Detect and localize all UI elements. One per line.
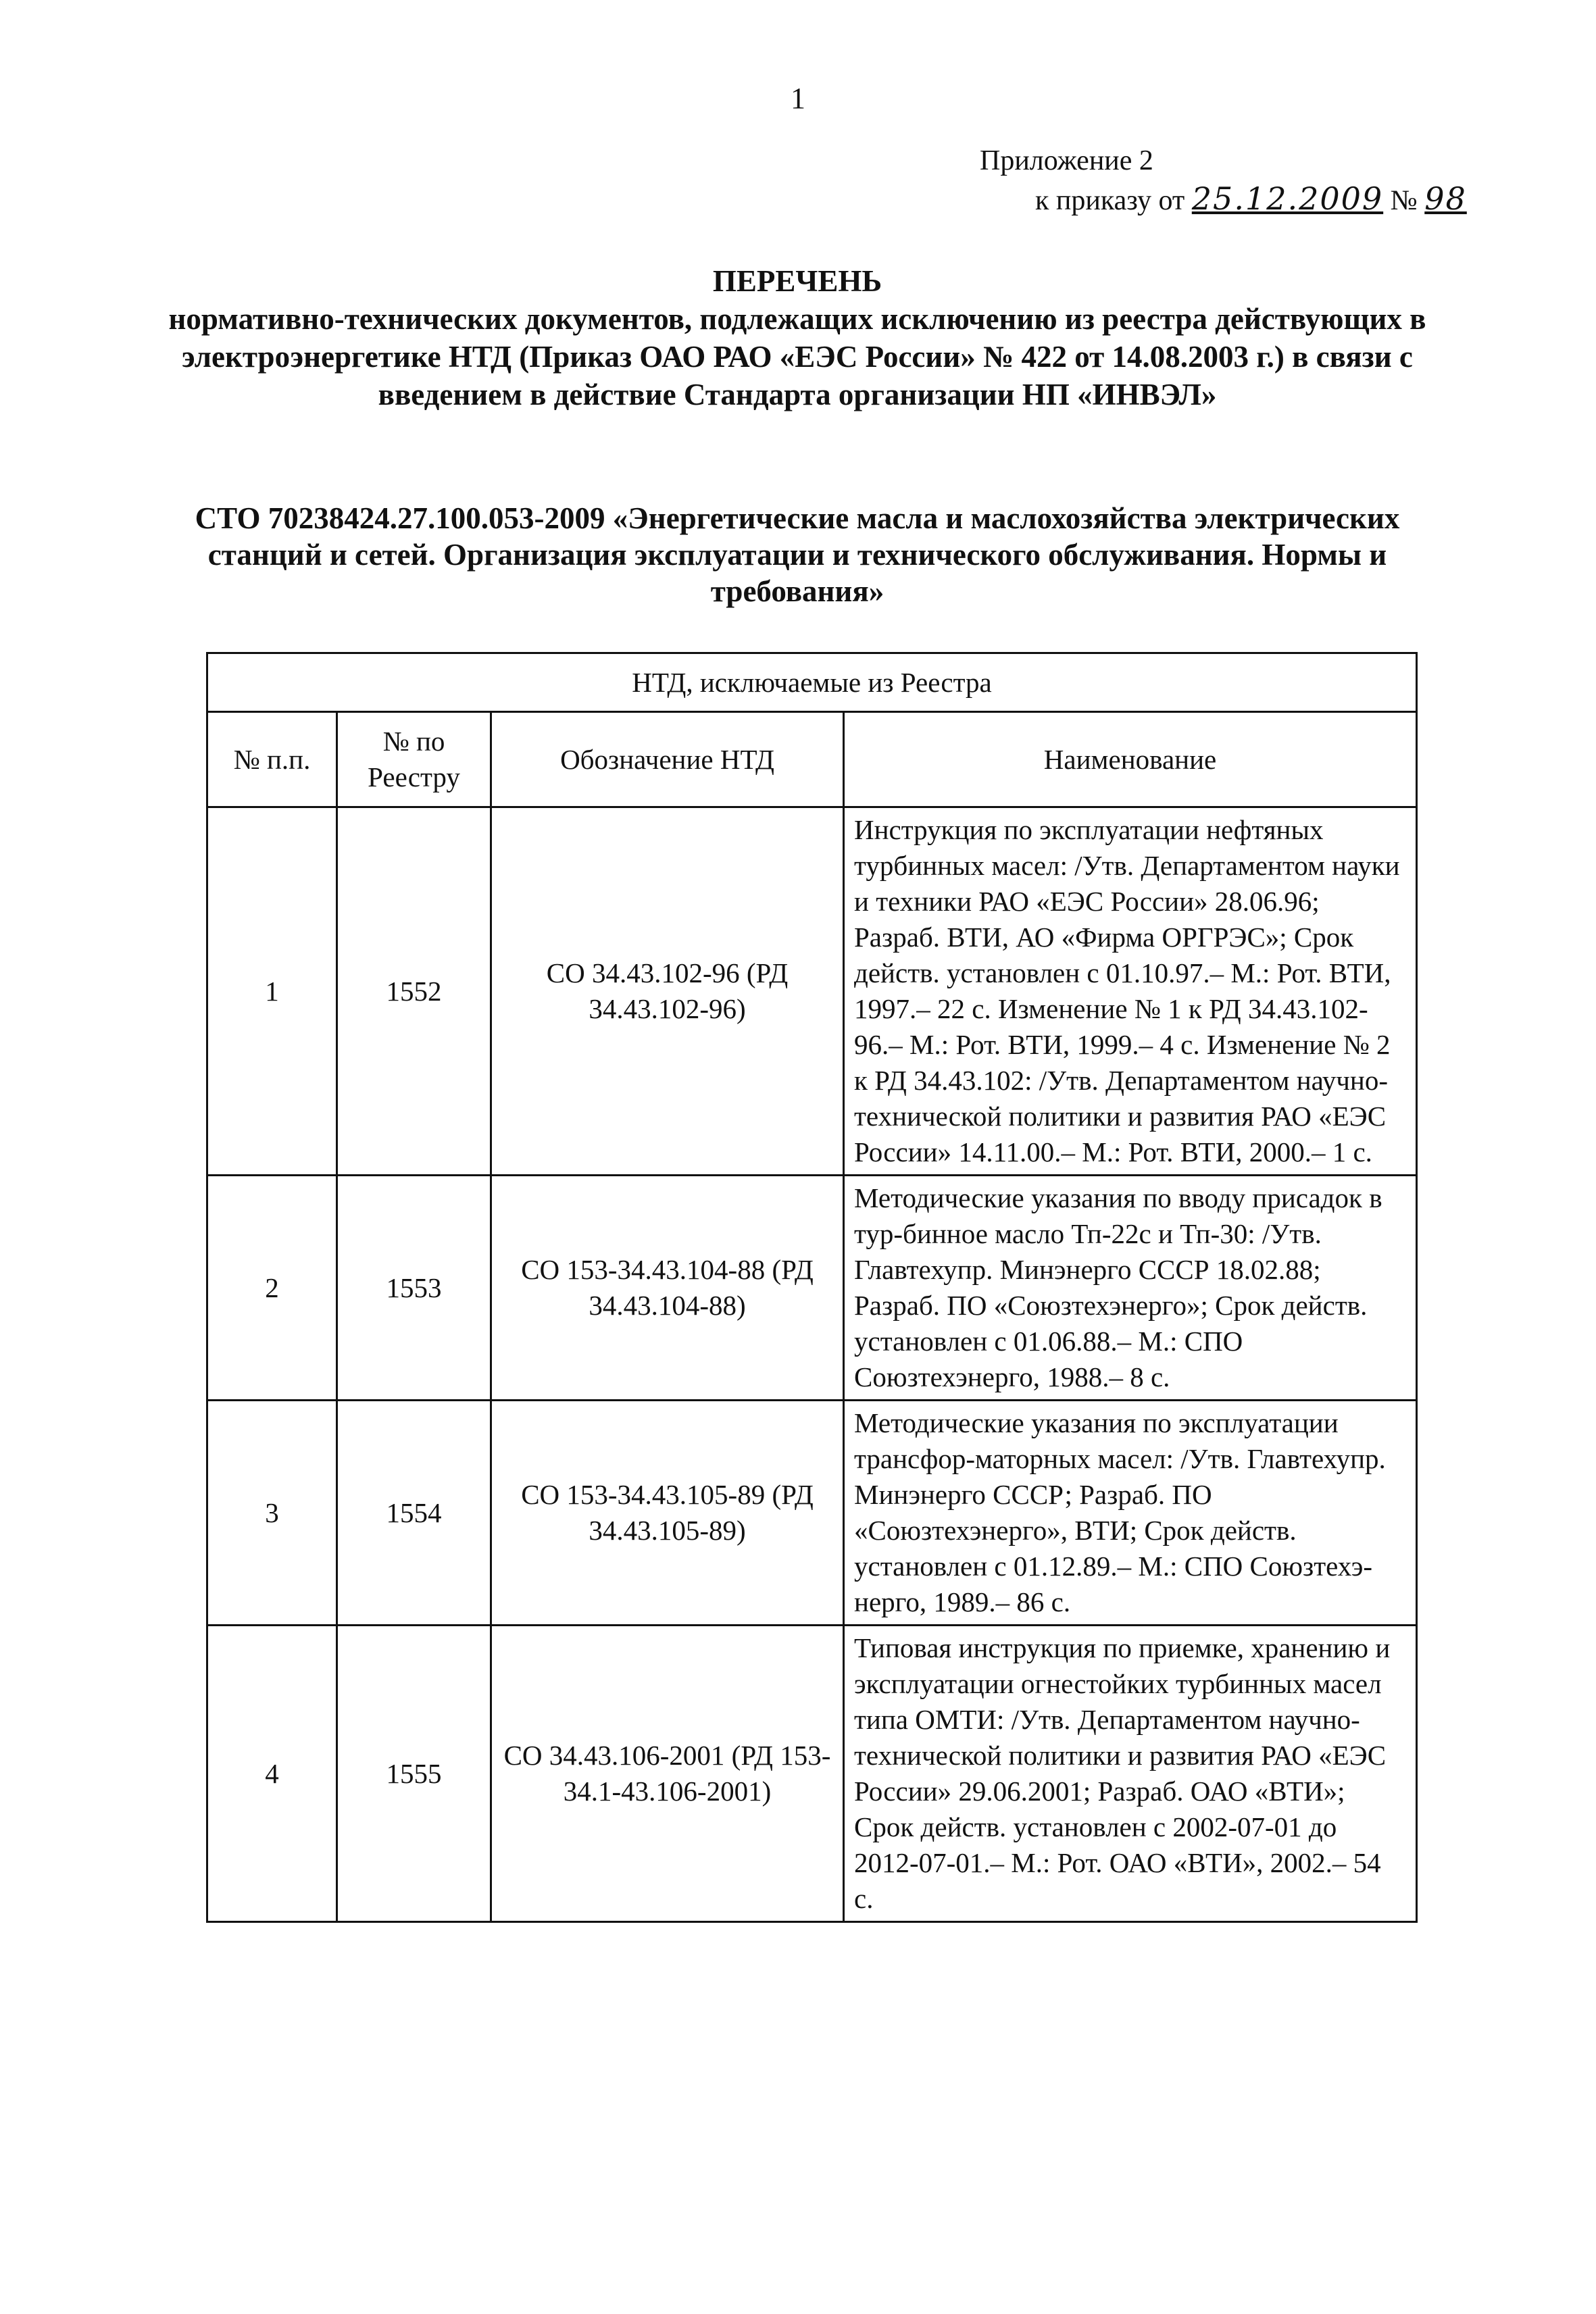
header-num: № п.п. [207,712,337,807]
row-num: 1 [207,807,337,1176]
table-header-row [207,712,1417,807]
table-row [207,1626,1417,1922]
row-designation: СО 34.43.106-2001 (РД 153-34.1-43.106-2001) [491,1626,844,1922]
appendix-reference [980,142,1467,220]
excluded-documents-table [206,652,1418,1923]
row-name: Инструкция по эксплуатации нефтяных турбинных масел: /Утв. Департаментом науки и техники РАО «ЕЭС России» 28.06.96; Разраб. ВТИ, АО «Фирма ОРГРЭС»; Срок действ. установлен с 01.10.97.– М.: Рот. ВТИ, 1997.– 22 с. Изменение № 1 к РД 34.43.102-96.– М.: Рот. ВТИ, 1999.– 4 с. Изменение № 2 к РД 34.43.102: /Утв. Департаментом научно-технической политики и развития РАО «ЕЭС России» 14.11.00.– М.: Рот. ВТИ, 2000.– 1 с. [844,807,1417,1176]
order-number-label: № [1390,185,1418,216]
row-registry: 1553 [337,1176,491,1401]
row-designation: СО 153-34.43.105-89 (РД 34.43.105-89) [491,1401,844,1626]
row-designation: СО 153-34.43.104-88 (РД 34.43.104-88) [491,1176,844,1401]
standard-title: СТО 70238424.27.100.053-2009 «Энергетические масла и маслохозяйства электрических станций и сетей. Организация эксплуатации и технического обслуживания. Нормы и требования» [195,501,1400,608]
row-name: Методические указания по вводу присадок в тур-бинное масло Тп-22с и Тп-30: /Утв. Главтехупр. Минэнерго СССР 18.02.88; Разраб. ПО «Союзтехэнерго»; Срок действ. установлен с 01.06.88.– М.: СПО Союзтехэнерго, 1988.– 8 с. [844,1176,1417,1401]
row-num: 4 [207,1626,337,1922]
row-registry: 1552 [337,807,491,1176]
page-number: 1 [791,82,805,115]
table-row [207,1401,1417,1626]
heading-subtitle: нормативно-технических документов, подлежащих исключению из реестра действующих в электроэнергетике НТД (Приказ ОАО РАО «ЕЭС России» № 422 от 14.08.2003 г.) в связи с введением в действие Стандарта организации НП «ИНВЭЛ» [168,302,1426,411]
row-registry: 1555 [337,1626,491,1922]
table-row [207,1176,1417,1401]
row-designation: СО 34.43.102-96 (РД 34.43.102-96) [491,807,844,1176]
order-prefix: к приказу от [1035,185,1185,216]
row-num: 3 [207,1401,337,1626]
row-registry: 1554 [337,1401,491,1626]
header-registry: № по Реестру [337,712,491,807]
header-designation: Обозначение НТД [491,712,844,807]
row-name: Типовая инструкция по приемке, хранению и эксплуатации огнестойких турбинных масел типа ОМТИ: /Утв. Департаментом научно-технической политики и развития РАО «ЕЭС России» 29.06.2001; Разраб. ОАО «ВТИ»; Срок действ. установлен с 2002-07-01 до 2012-07-01.– М.: Рот. ОАО «ВТИ», 2002.– 54 с. [844,1626,1417,1922]
table-caption: НТД, исключаемые из Реестра [207,653,1417,712]
table-row [207,807,1417,1176]
header-name: Наименование [844,712,1417,807]
row-name: Методические указания по эксплуатации трансфор-маторных масел: /Утв. Главтехупр. Минэнерго СССР; Разраб. ПО «Союзтехэнерго», ВТИ; Срок действ. установлен с 01.12.89.– М.: СПО Союзтехэ-нерго, 1989.– 86 с. [844,1401,1417,1626]
row-num: 2 [207,1176,337,1401]
appendix-label: Приложение 2 [980,145,1153,176]
order-date: 25.12.2009 [1191,180,1384,217]
order-reference [980,180,1467,220]
order-number: 98 [1424,180,1467,217]
document-heading [135,262,1460,413]
heading-title: ПЕРЕЧЕНЬ [712,264,882,298]
